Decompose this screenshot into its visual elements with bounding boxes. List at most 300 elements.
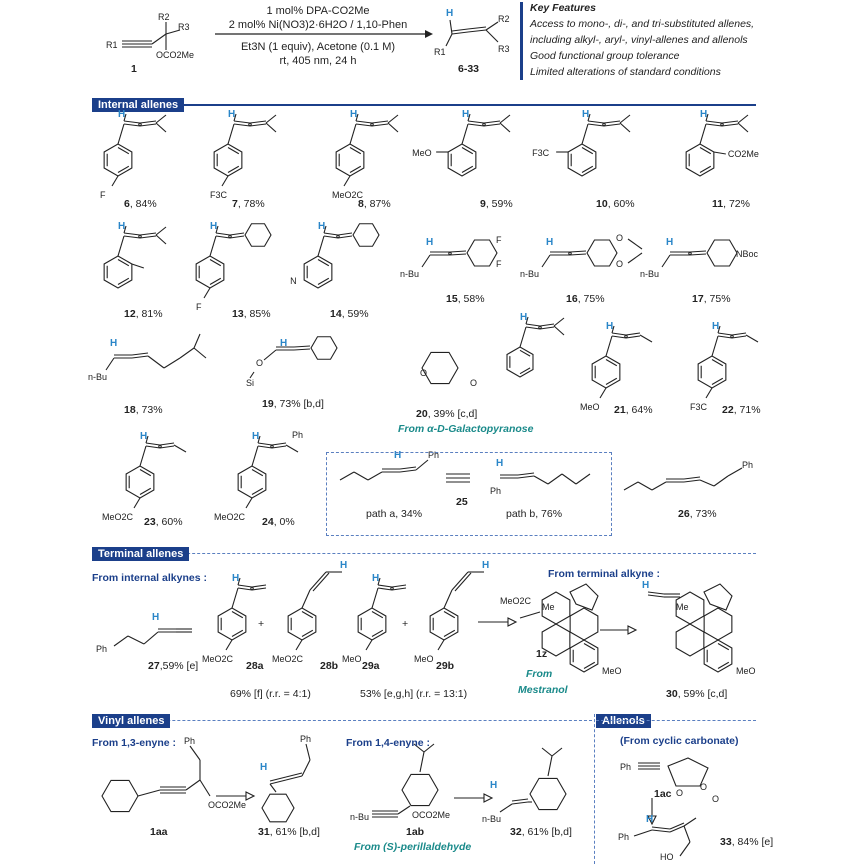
label-20: 20, 39% [c,d] [416, 408, 478, 420]
bond [148, 356, 164, 368]
svg-text:R3: R3 [498, 44, 510, 54]
bond [512, 799, 528, 801]
atom-label: O [616, 259, 624, 269]
aromatic-bond [350, 148, 361, 154]
allene-h: H [426, 237, 434, 248]
atom-label: MeO2C [214, 512, 246, 522]
aromatic-bond [582, 166, 593, 172]
allene-h: H [646, 814, 654, 825]
bond [266, 115, 276, 123]
svg-text:R2: R2 [158, 12, 170, 22]
bond [216, 236, 230, 238]
bond [706, 121, 722, 123]
allene-h: H [260, 762, 268, 773]
label-7: 7, 78% [232, 198, 265, 210]
label-28b: 28b [320, 660, 339, 672]
bond [124, 121, 140, 123]
bond [164, 358, 180, 368]
pyridine-ring [304, 256, 332, 288]
atom-label: F [496, 235, 502, 245]
atom-label: MeO2C [332, 190, 364, 200]
bond [350, 124, 356, 144]
bond [186, 780, 200, 790]
atom-label: N [290, 276, 297, 286]
aryl-ring [196, 256, 224, 288]
subheader-13-enyne: From 1,3-enyne : [92, 737, 177, 749]
bond [140, 124, 156, 126]
bond [718, 333, 732, 335]
label-27: 27,59% [e] [148, 660, 199, 672]
allene-h: H [318, 221, 326, 232]
aromatic-bond [718, 644, 729, 650]
bond [604, 124, 620, 126]
bond [680, 842, 690, 856]
bond [500, 123, 510, 132]
aryl-ring [336, 144, 364, 176]
bond [124, 233, 140, 235]
bond [690, 254, 706, 255]
subheader-cyclic-carbonate: (From cyclic carbonate) [620, 735, 739, 747]
label-1z: 1z [536, 648, 548, 660]
svg-text:R3: R3 [178, 22, 190, 32]
aromatic-bond [584, 662, 595, 668]
label-25-path-b: path b, 76% [506, 508, 563, 520]
subheader-internal-alkynes: From internal alkynes : [92, 572, 207, 584]
bond [216, 233, 230, 235]
bond [450, 251, 466, 252]
bond [204, 288, 210, 298]
svg-text:H: H [446, 8, 454, 19]
divider-allenols [594, 714, 595, 864]
bond [552, 748, 562, 756]
bond [132, 356, 148, 358]
bond [138, 790, 160, 796]
atom-label: F3C [690, 402, 708, 412]
atom-label: CO2Me [727, 149, 759, 159]
bond [714, 476, 728, 486]
ring-d [704, 584, 732, 610]
aromatic-bond [718, 662, 729, 668]
aromatic-bond [140, 488, 151, 494]
bond [398, 806, 410, 814]
bond [670, 823, 684, 829]
aromatic-bond [606, 378, 617, 384]
bond [452, 572, 468, 590]
atom-label: O [712, 794, 720, 804]
bond [194, 348, 206, 358]
allene-center [603, 123, 605, 125]
aromatic-bond [444, 612, 455, 618]
aromatic-bond [118, 260, 129, 266]
bond [378, 585, 392, 587]
allene-center [337, 235, 339, 237]
label-1ac: 1ac [654, 788, 672, 800]
aryl-ring [126, 466, 154, 498]
arrow-head [484, 794, 492, 802]
allene-h: H [666, 237, 674, 248]
bond [648, 592, 664, 594]
bond [302, 590, 310, 608]
bond [106, 358, 114, 370]
ring-a [676, 624, 704, 656]
key-features: Key Features Access to mono-, di-, and tri-substituted allenes, including alkyl-, aryl-, vinyl-allenes and allenols Good functional group tolerance Limited alterations of standard conditions [530, 2, 755, 78]
bond [310, 572, 326, 590]
bond [422, 255, 430, 267]
bond [140, 121, 156, 123]
source-galactopyranose: From α-D-Galactopyranose [398, 423, 534, 435]
bond [258, 443, 272, 445]
bond [144, 632, 158, 644]
bond [156, 235, 166, 244]
atom-label: MeO2C [500, 596, 532, 606]
atom-label: NBoc [736, 249, 759, 259]
atom-label: n-Bu [640, 269, 660, 279]
allene-center [483, 123, 485, 125]
label-24: 24, 0% [262, 516, 295, 528]
bond [200, 780, 210, 796]
bond [612, 336, 626, 338]
bond [684, 818, 696, 826]
aryl-ring [592, 356, 620, 388]
atom-label: F3C [532, 148, 550, 158]
section-rule-terminal [92, 553, 756, 554]
allene-h: H [280, 338, 288, 349]
subheader-14-enyne: From 1,4-enyne : [346, 737, 431, 749]
label-11: 11, 72% [712, 198, 750, 210]
bond [250, 121, 266, 123]
label-18: 18, 73% [124, 404, 163, 416]
bond [628, 239, 642, 249]
bond [624, 482, 638, 490]
atom-label: Ph [292, 430, 304, 440]
bond [652, 827, 670, 829]
allene-center [625, 335, 627, 337]
allene-h: H [110, 338, 118, 349]
aryl-ring [568, 144, 596, 176]
aromatic-bond [584, 644, 595, 650]
bond [542, 255, 550, 267]
allene-h: H [118, 221, 126, 232]
bond [356, 121, 372, 123]
bond [455, 573, 471, 591]
bond [438, 640, 444, 650]
label-16: 16, 75% [566, 293, 605, 305]
bond [444, 590, 452, 608]
atom-label: Me [676, 602, 689, 612]
allene-center [371, 123, 373, 125]
atom-label: n-Bu [400, 269, 420, 279]
bond [468, 124, 484, 126]
bond [238, 588, 252, 590]
allene-center [271, 445, 273, 447]
label-14: 14, 59% [330, 308, 369, 320]
aromatic-bond [318, 278, 329, 284]
allene-center [139, 123, 141, 125]
bond [638, 482, 652, 490]
allene-center [139, 235, 141, 237]
bond [140, 233, 156, 235]
bond [626, 336, 640, 338]
terminal-h: H [482, 560, 490, 571]
bond [526, 327, 540, 329]
label-8: 8, 87% [358, 198, 391, 210]
svg-text:R2: R2 [498, 14, 510, 24]
bond [648, 595, 664, 597]
bond [272, 443, 286, 445]
ring [587, 240, 617, 266]
terminal-h: H [340, 560, 348, 571]
allene-h: H [582, 109, 590, 120]
section-internal-allenes: Internal allenes [92, 98, 184, 112]
allene-center [569, 252, 571, 254]
bond [230, 233, 244, 235]
cyclohexene [102, 780, 138, 811]
atom-label: F [196, 302, 202, 312]
ring-aromatic [704, 640, 732, 672]
label-25-path-a: path a, 34% [366, 508, 423, 520]
atom-label: HO [660, 852, 674, 862]
bond [554, 326, 564, 335]
bond [366, 640, 372, 650]
aromatic-bond [210, 260, 221, 266]
bond [324, 236, 338, 238]
bond [462, 124, 468, 144]
allene-center [391, 587, 393, 589]
bond [156, 123, 166, 132]
aromatic-bond [318, 260, 329, 266]
label-21: 21, 64% [614, 404, 653, 416]
product-label: 6-33 [458, 63, 480, 75]
bond [684, 477, 700, 479]
bond [540, 324, 554, 326]
cyclohexane [353, 224, 379, 247]
bond [714, 152, 726, 154]
bond [156, 227, 166, 235]
bond [700, 480, 714, 486]
bond [302, 760, 310, 776]
arrow-head [508, 618, 516, 626]
bond [722, 121, 738, 123]
bond [468, 121, 484, 123]
bond [313, 573, 329, 591]
label-28a: 28a [246, 660, 264, 672]
bond [542, 748, 552, 756]
conditions-top: 1 mol% DPA-CO2Me 2 mol% Ni(NO3)2·6H2O / 1,10-Phen [228, 5, 408, 31]
cyclohexane [311, 337, 337, 360]
bond [606, 336, 612, 356]
bond [234, 124, 250, 126]
bond [324, 233, 338, 235]
bond [722, 124, 738, 126]
bond [728, 468, 742, 476]
atom-label: MeO [580, 402, 600, 412]
bond [160, 443, 174, 445]
allene-center [159, 445, 161, 447]
ring-b [570, 608, 598, 640]
aromatic-bond [700, 148, 711, 154]
compound-25-box [326, 452, 612, 536]
atom-label: OCO2Me [208, 800, 247, 810]
allene-h: H [642, 580, 650, 591]
atom-label: Me [542, 602, 555, 612]
bond [588, 124, 604, 126]
atom-label: n-Bu [482, 814, 502, 824]
bond [388, 123, 398, 132]
label-29b: 29b [436, 660, 455, 672]
arrow-head [246, 792, 254, 800]
bond [684, 826, 690, 842]
label-32: 32, 61% [b,d] [510, 826, 572, 838]
bond [124, 236, 140, 238]
bond [156, 115, 166, 123]
atom-label: Ph [300, 734, 312, 744]
source-mestranol-2: Mestranol [518, 684, 568, 696]
label-22: 22, 71% [722, 404, 761, 416]
bond [732, 336, 746, 338]
plus-28: + [258, 618, 265, 630]
ring [467, 240, 497, 266]
aromatic-bond [302, 612, 313, 618]
bond [520, 612, 540, 618]
allene-center [249, 123, 251, 125]
allene-h: H [606, 321, 614, 332]
atom-label: MeO [414, 654, 434, 664]
bond [512, 802, 528, 804]
bond [732, 333, 746, 335]
aromatic-bond [232, 630, 243, 636]
aromatic-bond [140, 470, 151, 476]
galactose-ring [422, 352, 458, 383]
bond [174, 445, 186, 452]
aromatic-bond [700, 166, 711, 172]
atom-label: F [496, 259, 502, 269]
bond [252, 585, 266, 587]
bond [338, 236, 352, 238]
bond [548, 756, 552, 776]
atom-label: MeO [342, 654, 362, 664]
aryl-ring [218, 608, 246, 640]
bond [700, 124, 706, 144]
bond [662, 255, 670, 267]
source-perillaldehyde: From (S)-perillaldehyde [354, 841, 472, 853]
atom-label: Ph [428, 450, 440, 460]
allene-h: H [546, 237, 554, 248]
atom-label: F [100, 190, 106, 200]
label-29a: 29a [362, 660, 380, 672]
bond [372, 588, 378, 608]
bond [118, 124, 124, 144]
bond [160, 446, 174, 448]
bond [194, 334, 200, 348]
atom-label: O [616, 233, 624, 243]
bond [670, 826, 684, 832]
allene-center [449, 252, 451, 254]
atom-label: O [256, 358, 264, 368]
bond [652, 830, 670, 832]
aromatic-bond [712, 378, 723, 384]
bond [582, 124, 588, 144]
bond [286, 445, 298, 452]
allene-h: H [228, 109, 236, 120]
bond [392, 588, 406, 590]
aromatic-bond [350, 166, 361, 172]
bond [620, 123, 630, 132]
allene-h: H [490, 780, 498, 791]
bond [140, 236, 156, 238]
atom-label: Ph [620, 762, 632, 772]
atom-label: O [700, 782, 708, 792]
allene-h: H [372, 573, 380, 584]
atom-label: MeO2C [102, 512, 134, 522]
ring [707, 240, 737, 266]
bond [570, 254, 586, 255]
aromatic-bond [606, 360, 617, 366]
atom-label: Ph [184, 736, 196, 746]
atom-label: Ph [742, 460, 754, 470]
bond [388, 115, 398, 123]
svg-text:R1: R1 [106, 40, 118, 50]
allene-h: H [232, 573, 240, 584]
bond [246, 498, 252, 508]
atom-label: OCO2Me [412, 810, 451, 820]
aromatic-bond [228, 148, 239, 154]
bond [210, 236, 216, 256]
aromatic-bond [372, 612, 383, 618]
aromatic-bond [444, 630, 455, 636]
bond [228, 124, 234, 144]
atom-label: MeO [736, 666, 756, 676]
bond [484, 121, 500, 123]
bond [526, 324, 540, 326]
bond [112, 176, 118, 186]
svg-text:R1: R1 [434, 47, 446, 57]
arrow-head [628, 626, 636, 634]
cyclohexane [245, 224, 271, 247]
aryl-ring [104, 256, 132, 288]
label-10: 10, 60% [596, 198, 635, 210]
aromatic-bond [118, 166, 129, 172]
label-1aa: 1aa [150, 826, 168, 838]
bond [718, 336, 732, 338]
bond [294, 346, 310, 347]
bond [372, 124, 388, 126]
aryl-ring [507, 347, 533, 377]
bond [252, 588, 266, 590]
allene-center [251, 587, 253, 589]
source-mestranol-1: From [526, 668, 553, 680]
allene-center [539, 326, 541, 328]
atom-label: F3C [210, 190, 228, 200]
bond [372, 121, 388, 123]
atom-label: Ph [96, 644, 108, 654]
bond [706, 388, 712, 398]
allene-h: H [712, 321, 720, 332]
yield-29: 53% [e,g,h] (r.r. = 13:1) [360, 688, 468, 700]
bond [190, 746, 200, 760]
bond [520, 327, 526, 347]
bond [500, 804, 512, 812]
bond [124, 124, 140, 126]
atom-label: n-Bu [520, 269, 540, 279]
bond [128, 636, 144, 644]
aromatic-bond [712, 360, 723, 366]
bond [690, 251, 706, 252]
bond [588, 121, 604, 123]
label-19: 19, 73% [b,d] [262, 398, 324, 410]
bond [626, 333, 640, 335]
aromatic-bond [210, 278, 221, 284]
bond [232, 588, 238, 608]
